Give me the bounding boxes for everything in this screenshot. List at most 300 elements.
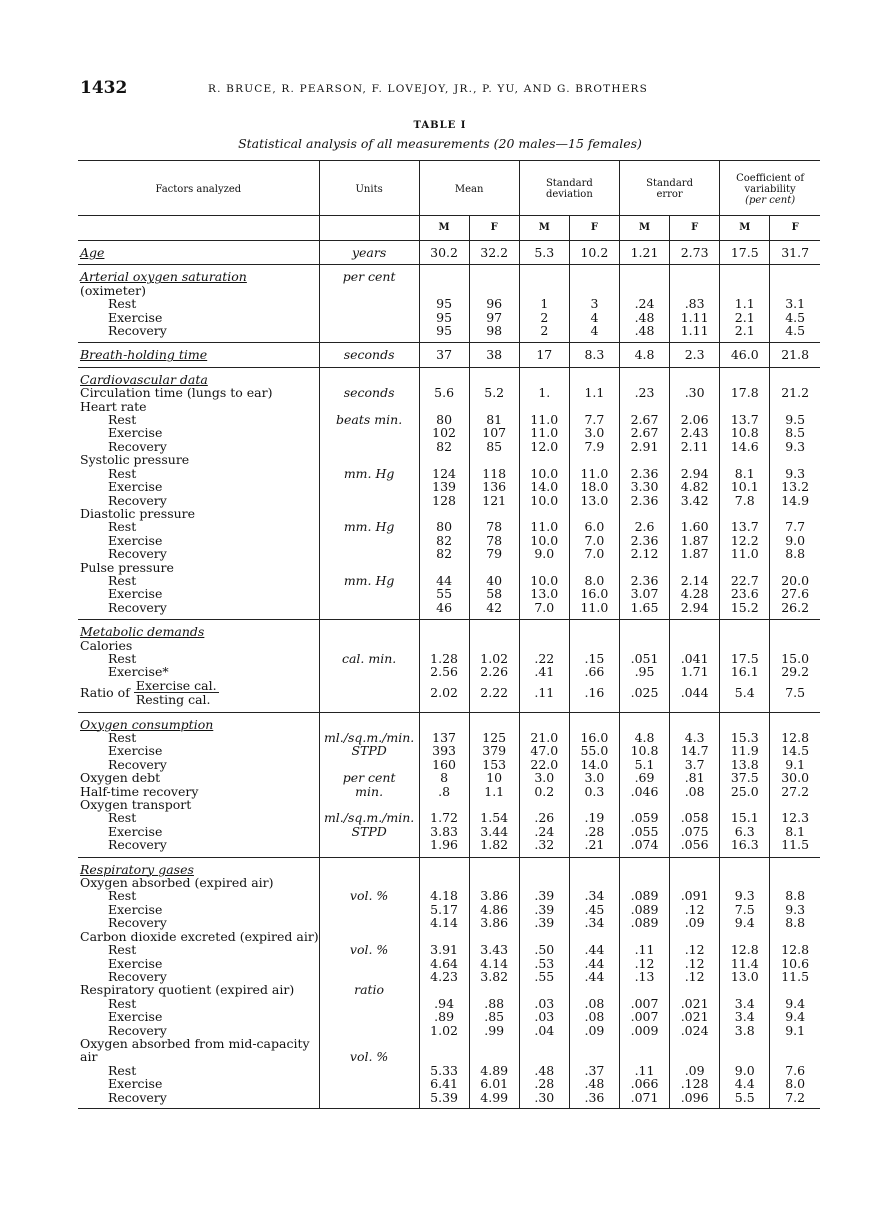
value-sd-f: 4	[569, 324, 619, 343]
value-mean-f: 96	[469, 297, 519, 310]
value-mean-m: 82	[419, 534, 469, 547]
value-mean-m	[419, 284, 469, 297]
value-se-f: .021	[670, 1010, 720, 1023]
unit-cell	[319, 453, 419, 466]
value-cv-m	[720, 1050, 770, 1063]
value-se-f: 2.73	[670, 241, 720, 265]
ratio-label: Ratio of	[80, 684, 130, 700]
value-sd-f: .08	[569, 1010, 619, 1023]
value-sd-f: 3.0	[569, 426, 619, 439]
factor-label: Recovery	[108, 438, 167, 454]
value-mean-f	[469, 265, 519, 284]
factor-label: Respiratory quotient (expired air)	[80, 982, 295, 998]
value-mean-m: 1.96	[419, 838, 469, 857]
value-se-f	[670, 284, 720, 297]
value-cv-m: 11.9	[720, 744, 770, 757]
value-se-m: .089	[619, 903, 669, 916]
value-cv-f	[770, 712, 820, 731]
value-mean-f: 2.26	[469, 665, 519, 678]
value-se-m: .11	[619, 943, 669, 956]
factor-label: Exercise	[108, 823, 163, 839]
value-se-f: .096	[670, 1091, 720, 1109]
value-cv-m: 9.0	[720, 1064, 770, 1077]
value-sd-f	[569, 453, 619, 466]
value-se-m	[619, 367, 669, 386]
value-mean-f: 97	[469, 311, 519, 324]
value-cv-f: 9.4	[770, 1010, 820, 1023]
factor-label: Rest	[108, 296, 137, 312]
unit-cell: ml./sq.m./min.	[319, 811, 419, 824]
value-mean-m: 4.18	[419, 889, 469, 902]
unit-cell	[319, 798, 419, 811]
factor-cell	[78, 453, 319, 466]
value-cv-m	[720, 620, 770, 639]
value-se-m: 2.36	[619, 574, 669, 587]
value-cv-f: 9.0	[770, 534, 820, 547]
value-sd-f	[569, 561, 619, 574]
running-head: R. BRUCE, R. PEARSON, F. LOVEJOY, JR., P. YU, AND G. BROTHERS	[208, 83, 649, 95]
value-se-m: .23	[619, 386, 669, 399]
value-sd-m	[519, 367, 569, 386]
value-mean-f: .85	[469, 1010, 519, 1023]
factor-cell	[78, 811, 319, 824]
factor-cell	[78, 665, 319, 678]
value-se-f: .30	[670, 386, 720, 399]
value-se-m: 2.91	[619, 440, 669, 453]
unit-cell: mm. Hg	[319, 574, 419, 587]
value-cv-m	[720, 798, 770, 811]
value-cv-f: 20.0	[770, 574, 820, 587]
value-se-f	[670, 620, 720, 639]
value-se-m: 3.07	[619, 587, 669, 600]
value-cv-f: 15.0	[770, 652, 820, 665]
value-cv-m: 3.8	[720, 1024, 770, 1037]
value-mean-f: 85	[469, 440, 519, 453]
value-cv-m	[720, 639, 770, 652]
table-row	[78, 652, 820, 665]
unit-cell	[319, 587, 419, 600]
value-mean-m	[419, 561, 469, 574]
factor-cell	[78, 413, 319, 426]
value-mean-m: .8	[419, 785, 469, 798]
value-se-f: .08	[670, 785, 720, 798]
unit-cell: mm. Hg	[319, 520, 419, 533]
value-se-f: 2.3	[670, 343, 720, 367]
unit-cell: vol. %	[319, 943, 419, 956]
value-mean-f: 1.02	[469, 652, 519, 665]
value-se-m	[619, 639, 669, 652]
value-cv-f: 12.3	[770, 811, 820, 824]
factor-label: (oximeter)	[80, 282, 146, 298]
value-cv-f	[770, 507, 820, 520]
unit-cell: seconds	[319, 343, 419, 367]
value-cv-f: 27.6	[770, 587, 820, 600]
unit-cell: ml./sq.m./min.	[319, 731, 419, 744]
value-cv-f: 8.1	[770, 825, 820, 838]
table-row	[78, 574, 820, 587]
value-cv-m: 5.5	[720, 1091, 770, 1109]
value-sd-f: 16.0	[569, 731, 619, 744]
factor-cell	[78, 467, 319, 480]
value-mean-m	[419, 857, 469, 876]
factor-label: Exercise	[108, 309, 163, 325]
value-se-f: .12	[670, 957, 720, 970]
value-se-m	[619, 400, 669, 413]
value-se-m: .071	[619, 1091, 669, 1109]
value-mean-m: 6.41	[419, 1077, 469, 1090]
factor-cell	[78, 520, 319, 533]
value-cv-f	[770, 620, 820, 639]
factor-label: Systolic pressure	[80, 452, 190, 468]
value-sd-f: .66	[569, 665, 619, 678]
value-cv-f: 9.3	[770, 440, 820, 453]
value-sd-f: 1.1	[569, 386, 619, 399]
factor-cell	[78, 601, 319, 620]
value-sd-m: 1.	[519, 386, 569, 399]
table-row	[78, 785, 820, 798]
value-mean-m: 2.02	[419, 679, 469, 712]
value-sd-f: .44	[569, 970, 619, 983]
value-mean-m	[419, 712, 469, 731]
value-sd-f: .44	[569, 957, 619, 970]
value-mean-f: 121	[469, 494, 519, 507]
value-se-m	[619, 284, 669, 297]
page-number: 1432	[80, 78, 128, 98]
table-row	[78, 426, 820, 439]
value-cv-m: 8.1	[720, 467, 770, 480]
value-mean-f: 3.44	[469, 825, 519, 838]
value-se-m: .12	[619, 957, 669, 970]
factor-cell	[78, 825, 319, 838]
value-se-f: 2.94	[670, 601, 720, 620]
unit-cell	[319, 679, 419, 712]
value-se-f	[670, 561, 720, 574]
value-sd-m: .55	[519, 970, 569, 983]
unit-cell: vol. %	[319, 1050, 419, 1063]
value-sd-m	[519, 639, 569, 652]
value-cv-m: 17.5	[720, 241, 770, 265]
value-sd-m: .39	[519, 903, 569, 916]
table-caption: Statistical analysis of all measurements (20 males—15 females)	[238, 136, 642, 151]
value-se-f: .075	[670, 825, 720, 838]
value-cv-f	[770, 561, 820, 574]
value-mean-m	[419, 507, 469, 520]
table-row	[78, 311, 820, 324]
factor-cell	[78, 785, 319, 798]
value-cv-f: 4.5	[770, 311, 820, 324]
value-cv-f: 7.2	[770, 1091, 820, 1109]
unit-cell	[319, 1064, 419, 1077]
value-cv-m: 13.0	[720, 970, 770, 983]
table-row	[78, 601, 820, 620]
value-mean-f: 4.89	[469, 1064, 519, 1077]
value-se-f	[670, 712, 720, 731]
value-se-f: 4.3	[670, 731, 720, 744]
factor-label: Rest	[108, 519, 137, 535]
unit-cell	[319, 1077, 419, 1090]
value-cv-f: 8.8	[770, 889, 820, 902]
value-cv-f: 9.4	[770, 997, 820, 1010]
value-sd-m: 10.0	[519, 534, 569, 547]
factor-cell	[78, 771, 319, 784]
value-se-m: 2.36	[619, 534, 669, 547]
value-sd-m: 10.0	[519, 574, 569, 587]
unit-cell	[319, 838, 419, 857]
value-se-f: 14.7	[670, 744, 720, 757]
value-sd-m	[519, 876, 569, 889]
value-cv-f	[770, 798, 820, 811]
factor-label: Rest	[108, 810, 137, 826]
factor-label: Exercise	[108, 425, 163, 441]
value-sd-f: 3	[569, 297, 619, 310]
value-sd-f: .44	[569, 943, 619, 956]
value-mean-m: 2.56	[419, 665, 469, 678]
factor-cell	[78, 758, 319, 771]
value-se-m: 1.21	[619, 241, 669, 265]
value-se-m: .24	[619, 297, 669, 310]
table-row	[78, 983, 820, 996]
value-cv-m: 9.4	[720, 916, 770, 929]
value-sd-f: .21	[569, 838, 619, 857]
value-se-m: .009	[619, 1024, 669, 1037]
value-se-f: 2.94	[670, 467, 720, 480]
table-label: TABLE I	[413, 120, 467, 131]
factor-label: Carbon dioxide excreted (expired air)	[80, 928, 319, 944]
value-cv-m	[720, 265, 770, 284]
value-cv-m: 17.8	[720, 386, 770, 399]
value-se-f	[670, 265, 720, 284]
value-se-m	[619, 620, 669, 639]
factor-cell	[78, 838, 319, 857]
value-cv-m: 10.1	[720, 480, 770, 493]
value-sd-m: 9.0	[519, 547, 569, 560]
value-cv-m: 16.1	[720, 665, 770, 678]
unit-cell	[319, 534, 419, 547]
unit-cell	[319, 400, 419, 413]
unit-cell	[319, 324, 419, 343]
value-cv-f: 9.3	[770, 467, 820, 480]
value-se-f: .83	[670, 297, 720, 310]
factor-label: Oxygen transport	[80, 797, 192, 813]
value-cv-m: 6.3	[720, 825, 770, 838]
section-title: Age	[80, 245, 105, 260]
factor-cell	[78, 798, 319, 811]
value-sd-f: .28	[569, 825, 619, 838]
value-sd-m: 10.0	[519, 467, 569, 480]
value-se-m: 2.12	[619, 547, 669, 560]
value-sd-m: 11.0	[519, 520, 569, 533]
section-title: Respiratory gases	[80, 861, 194, 877]
factor-label: Rest	[108, 412, 137, 428]
value-mean-f: 32.2	[469, 241, 519, 265]
value-mean-f	[469, 453, 519, 466]
value-mean-m: 5.17	[419, 903, 469, 916]
col-header-sd-line2: deviation	[545, 189, 593, 200]
unit-cell	[319, 1024, 419, 1037]
table-row	[78, 943, 820, 956]
value-mean-m: 139	[419, 480, 469, 493]
value-sd-m	[519, 983, 569, 996]
factor-label: air	[80, 1049, 98, 1065]
value-sd-m: .53	[519, 957, 569, 970]
value-cv-f: 29.2	[770, 665, 820, 678]
value-se-m: .025	[619, 679, 669, 712]
value-sd-f	[569, 400, 619, 413]
value-se-f: .12	[670, 903, 720, 916]
value-se-f: .128	[670, 1077, 720, 1090]
value-mean-f: 6.01	[469, 1077, 519, 1090]
value-sd-m: 13.0	[519, 587, 569, 600]
value-sd-m: .30	[519, 1091, 569, 1109]
value-se-m: 2.67	[619, 426, 669, 439]
value-sd-m	[519, 798, 569, 811]
value-sd-m: 7.0	[519, 601, 569, 620]
value-cv-f: 7.7	[770, 520, 820, 533]
value-sd-f: 8.0	[569, 574, 619, 587]
value-mean-f	[469, 400, 519, 413]
table-row	[78, 970, 820, 983]
col-header-cv-m: M	[720, 216, 770, 241]
factor-label: Exercise*	[108, 664, 169, 680]
factor-label: Recovery	[108, 1089, 167, 1105]
unit-cell: cal. min.	[319, 652, 419, 665]
value-mean-f	[469, 857, 519, 876]
unit-cell	[319, 284, 419, 297]
unit-cell: min.	[319, 785, 419, 798]
section-title: Metabolic demands	[80, 624, 205, 640]
col-header-cv	[720, 161, 820, 216]
value-sd-f	[569, 930, 619, 943]
value-se-m	[619, 265, 669, 284]
value-mean-m: .94	[419, 997, 469, 1010]
value-sd-f: .16	[569, 679, 619, 712]
factor-label: Recovery	[108, 546, 167, 562]
factor-label: Recovery	[108, 599, 167, 615]
value-se-m: 2.36	[619, 494, 669, 507]
value-se-f: .09	[670, 1064, 720, 1077]
factor-cell	[78, 1024, 319, 1037]
value-se-m: .95	[619, 665, 669, 678]
value-cv-f	[770, 1037, 820, 1050]
value-se-f: .12	[670, 943, 720, 956]
value-cv-m: 12.2	[720, 534, 770, 547]
table-row	[78, 838, 820, 857]
value-cv-f	[770, 983, 820, 996]
factor-label: Oxygen debt	[80, 770, 161, 786]
value-mean-f: 118	[469, 467, 519, 480]
value-sd-f: 10.2	[569, 241, 619, 265]
value-sd-m: 1	[519, 297, 569, 310]
col-header-mean-m: M	[419, 216, 469, 241]
factor-label: Rest	[108, 995, 137, 1011]
value-mean-m: 44	[419, 574, 469, 587]
value-mean-f	[469, 367, 519, 386]
unit-cell	[319, 1010, 419, 1023]
value-sd-f	[569, 507, 619, 520]
value-cv-m: 23.6	[720, 587, 770, 600]
value-cv-m: 2.1	[720, 311, 770, 324]
value-sd-m: 14.0	[519, 480, 569, 493]
value-se-m: 4.8	[619, 343, 669, 367]
value-se-m: .059	[619, 811, 669, 824]
factor-label: Rest	[108, 942, 137, 958]
value-mean-m: 1.72	[419, 811, 469, 824]
table-row	[78, 731, 820, 744]
value-cv-f	[770, 1050, 820, 1063]
value-mean-f: 136	[469, 480, 519, 493]
factor-cell	[78, 324, 319, 343]
value-mean-m	[419, 798, 469, 811]
value-cv-m: 3.4	[720, 1010, 770, 1023]
table-row	[78, 440, 820, 453]
factor-label: Exercise	[108, 1076, 163, 1092]
value-cv-m	[720, 712, 770, 731]
value-sd-m	[519, 400, 569, 413]
value-cv-m	[720, 1037, 770, 1050]
value-cv-f	[770, 453, 820, 466]
factor-label: Rest	[108, 650, 137, 666]
factor-cell	[78, 889, 319, 902]
value-mean-m: 80	[419, 413, 469, 426]
factor-label: Recovery	[108, 837, 167, 853]
value-se-m: 5.1	[619, 758, 669, 771]
unit-cell	[319, 547, 419, 560]
col-header-cv-line2: variability	[744, 183, 796, 195]
factor-label: Rest	[108, 888, 137, 904]
value-sd-f: .37	[569, 1064, 619, 1077]
value-cv-f	[770, 265, 820, 284]
value-sd-m: 2	[519, 311, 569, 324]
value-mean-f: 42	[469, 601, 519, 620]
value-sd-m: 11.0	[519, 426, 569, 439]
value-sd-f: .36	[569, 1091, 619, 1109]
value-sd-m	[519, 1050, 569, 1063]
value-se-m	[619, 1050, 669, 1063]
value-sd-m	[519, 930, 569, 943]
factor-cell	[78, 620, 319, 639]
value-se-f: 1.71	[670, 665, 720, 678]
value-mean-m: 95	[419, 297, 469, 310]
value-sd-f: 7.7	[569, 413, 619, 426]
factor-cell	[78, 440, 319, 453]
value-se-f	[670, 367, 720, 386]
factor-label: Recovery	[108, 492, 167, 508]
value-mean-f	[469, 1050, 519, 1063]
value-cv-f: 7.6	[770, 1064, 820, 1077]
value-mean-m: 137	[419, 731, 469, 744]
value-mean-f: 78	[469, 534, 519, 547]
value-cv-m: 11.4	[720, 957, 770, 970]
factor-cell	[78, 957, 319, 970]
unit-cell: per cent	[319, 265, 419, 284]
value-sd-f: .45	[569, 903, 619, 916]
table-row	[78, 265, 820, 284]
col-header-units-blank	[319, 216, 419, 241]
statistical-table	[78, 160, 820, 1109]
col-header-cv-line1: Coefficient of	[736, 172, 805, 184]
value-se-f: .044	[670, 679, 720, 712]
value-sd-m: .39	[519, 916, 569, 929]
value-sd-m	[519, 620, 569, 639]
value-sd-f: 0.3	[569, 785, 619, 798]
value-sd-f: .19	[569, 811, 619, 824]
value-mean-f: 79	[469, 547, 519, 560]
factor-label: Rest	[108, 1062, 137, 1078]
value-sd-m: .24	[519, 825, 569, 838]
value-mean-m: 46	[419, 601, 469, 620]
factor-cell	[78, 574, 319, 587]
unit-cell	[319, 440, 419, 453]
